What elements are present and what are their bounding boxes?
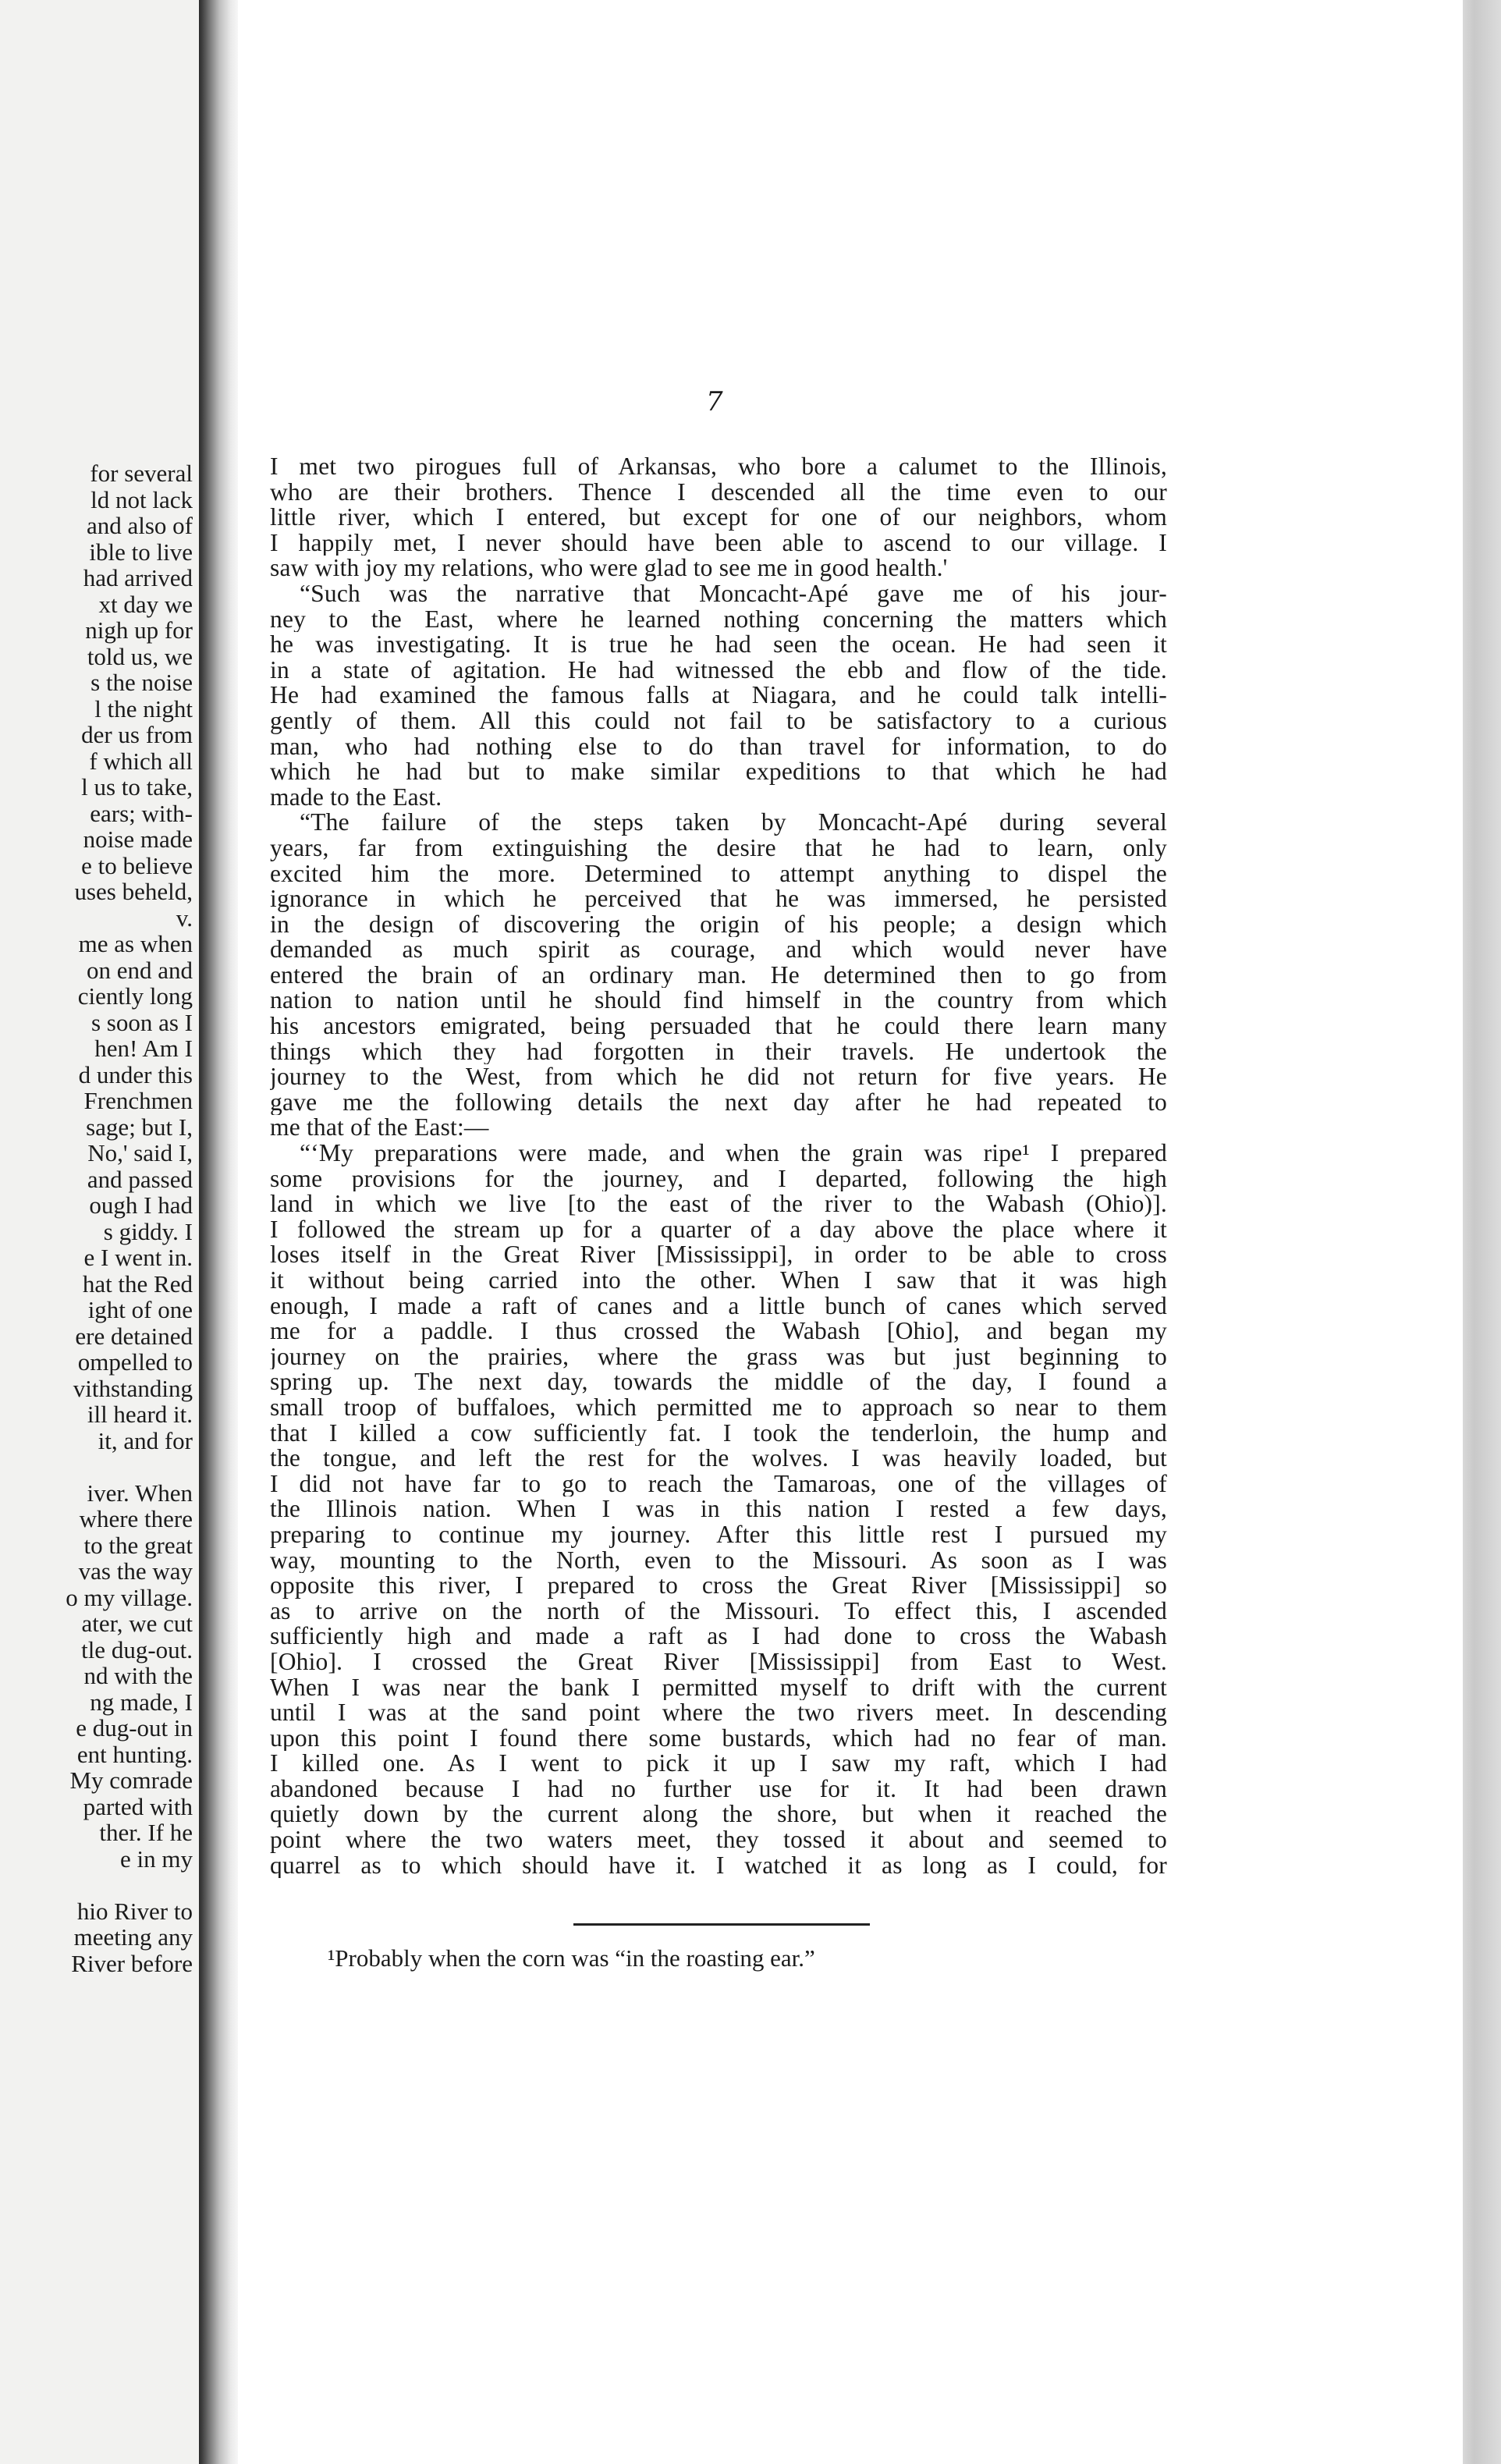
left-page-text bbox=[0, 460, 193, 1976]
text-line: abandoned because I had no further use for it. It had been drawn bbox=[270, 1776, 1167, 1802]
left-page-line: ill heard it. bbox=[87, 1401, 193, 1428]
text-line: spring up. The next day, towards the middle of the day, I found a bbox=[270, 1369, 1167, 1395]
left-page-line: on end and bbox=[86, 956, 193, 984]
left-page-line: it, and for bbox=[98, 1426, 193, 1454]
text-line: point where the two waters meet, they tossed it about and seemed to bbox=[270, 1827, 1167, 1853]
text-line: saw with joy my relations, who were glad to see me in good health.' bbox=[270, 556, 948, 581]
left-page-line: v. bbox=[176, 904, 193, 932]
left-page-line: e I went in. bbox=[83, 1244, 193, 1271]
left-page-line: o my village. bbox=[66, 1583, 193, 1611]
text-line: journey to the West, from which he did not return for five years. He bbox=[270, 1064, 1167, 1090]
left-page-line: to the great bbox=[83, 1531, 193, 1559]
text-line: the Illinois nation. When I was in this nation I rested a few days, bbox=[270, 1497, 1167, 1522]
left-page-line: ng made, I bbox=[90, 1688, 193, 1716]
left-page-line: ere detained bbox=[75, 1322, 193, 1350]
text-line: the tongue, and left the rest for the wolves. I was heavily loaded, but bbox=[270, 1446, 1167, 1472]
text-line: I happily met, I never should have been able to ascend to our village. I bbox=[270, 530, 1167, 556]
book-spine-shadow bbox=[199, 0, 238, 2464]
text-line: ney to the East, where he learned nothing concerning the matters which bbox=[270, 606, 1167, 633]
left-page-line: s the noise bbox=[90, 669, 193, 696]
left-page-line: Frenchmen bbox=[83, 1087, 193, 1114]
text-line: until I was at the sand point where the two rivers meet. In descending bbox=[270, 1700, 1167, 1726]
text-line: enough, I made a raft of canes and a little bunch of canes which served bbox=[270, 1293, 1167, 1319]
left-page-line: nd with the bbox=[83, 1662, 193, 1689]
left-page-line: xt day we bbox=[98, 590, 193, 618]
left-page-line: ompelled to bbox=[77, 1348, 193, 1376]
text-line: journey on the prairies, where the grass was but just beginning to bbox=[270, 1344, 1167, 1370]
text-line: that I killed a cow sufficiently fat. I took the tenderloin, the hump and bbox=[270, 1420, 1167, 1447]
left-page-line: s giddy. I bbox=[103, 1217, 193, 1245]
left-page-line: nigh up for bbox=[85, 616, 193, 644]
text-line: preparing to continue my journey. After this little rest I pursued my bbox=[270, 1521, 1167, 1548]
text-line: gave me the following details the next day after he had repeated to bbox=[270, 1089, 1167, 1116]
left-page-line: My comrade bbox=[69, 1766, 193, 1794]
left-page-line: ciently long bbox=[77, 982, 193, 1010]
left-page-line: tle dug-out. bbox=[81, 1635, 193, 1663]
text-line: When I was near the bank I permitted myself to drift with the current bbox=[270, 1674, 1167, 1701]
left-page-line: ible to live bbox=[89, 538, 193, 566]
text-line: I killed one. As I went to pick it up I saw my raft, which I had bbox=[270, 1751, 1167, 1777]
left-page-line: ent hunting. bbox=[76, 1740, 193, 1768]
text-line: I followed the stream up for a quarter of a day above the place where it bbox=[270, 1216, 1167, 1243]
footnote-rule bbox=[573, 1923, 870, 1926]
left-page-line: told us, we bbox=[87, 642, 193, 670]
left-page-line: e in my bbox=[120, 1844, 193, 1873]
left-page-line: uses beheld, bbox=[74, 878, 193, 905]
left-page-line: parted with bbox=[83, 1792, 193, 1820]
text-line: made to the East. bbox=[270, 784, 442, 811]
left-page-line: sage; but I, bbox=[86, 1113, 193, 1141]
left-page-line: ough I had bbox=[89, 1191, 193, 1219]
page-right-edge bbox=[1463, 0, 1501, 2464]
text-line: sufficiently high and made a raft as I had done to cross the Wabash bbox=[270, 1624, 1167, 1649]
left-page-line: and passed bbox=[87, 1165, 193, 1193]
text-line: way, mounting to the North, even to the Missouri. As soon as I was bbox=[270, 1547, 1167, 1574]
left-page-line: s soon as I bbox=[90, 1008, 193, 1036]
text-line: demanded as much spirit as courage, and which would never have bbox=[270, 937, 1167, 963]
left-page-line: vas the way bbox=[78, 1557, 193, 1585]
text-line: gently of them. All this could not fail to be satisfactory to a curious bbox=[270, 708, 1167, 734]
text-line: some provisions for the journey, and I departed, following the high bbox=[270, 1166, 1167, 1192]
text-line: little river, which I entered, but except for one of our neighbors, whom bbox=[270, 505, 1167, 531]
left-page-line: l the night bbox=[94, 694, 193, 723]
text-line: who are their brothers. Thence I descended all the time even to our bbox=[270, 479, 1167, 506]
text-line: small troop of buffaloes, which permitted me to approach so near to them bbox=[270, 1394, 1167, 1421]
left-page-line: No,' said I, bbox=[87, 1139, 193, 1166]
text-line: upon this point I found there some bustards, which had no fear of man. bbox=[270, 1725, 1167, 1752]
left-page-line: iver. When bbox=[87, 1479, 193, 1507]
text-line: “Such was the narrative that Moncacht-Apé gave me of his jour- bbox=[300, 580, 1167, 607]
text-line: quietly down by the current along the shore, but when it reached the bbox=[270, 1802, 1167, 1828]
text-line: He had examined the famous falls at Niagara, and he could talk intelli- bbox=[270, 683, 1167, 708]
left-page-line: ears; with- bbox=[90, 799, 193, 827]
body-text bbox=[270, 454, 1167, 1878]
left-page-line: e to believe bbox=[81, 851, 193, 879]
text-line: his ancestors emigrated, being persuaded that he could there learn many bbox=[270, 1014, 1167, 1039]
text-line: as to arrive on the north of the Missouri. To effect this, I ascended bbox=[270, 1598, 1167, 1624]
left-page-line: River before bbox=[71, 1949, 193, 1977]
page-number: 7 bbox=[706, 386, 723, 417]
text-line: opposite this river, I prepared to cross the Great River [Mississippi] so bbox=[270, 1573, 1167, 1599]
text-line: entered the brain of an ordinary man. He determined then to go from bbox=[270, 962, 1167, 989]
left-page-line: e dug-out in bbox=[76, 1714, 193, 1741]
text-line: quarrel as to which should have it. I watched it as long as I could, for bbox=[270, 1852, 1167, 1879]
text-line: me for a paddle. I thus crossed the Wabash [Ohio], and began my bbox=[270, 1319, 1167, 1344]
left-page-line: ld not lack bbox=[90, 485, 193, 513]
left-page-line: where there bbox=[79, 1505, 193, 1532]
left-page-line: d under this bbox=[78, 1060, 193, 1088]
left-page-line: noise made bbox=[83, 825, 193, 853]
text-line: man, who had nothing else to do than travel for information, to do bbox=[270, 733, 1167, 760]
left-page-line: meeting any bbox=[73, 1923, 193, 1951]
left-page-line: ight of one bbox=[87, 1296, 193, 1323]
left-page-line: and also of bbox=[86, 512, 193, 539]
text-line: I met two pirogues full of Arkansas, who bore a calumet to the Illinois, bbox=[270, 454, 1167, 480]
text-line: it without being carried into the other. When I saw that it was high bbox=[270, 1268, 1167, 1294]
left-page-line: for several bbox=[90, 460, 193, 487]
text-line: “‘My preparations were made, and when the grain was ripe¹ I prepared bbox=[300, 1141, 1167, 1166]
left-page-line: ater, we cut bbox=[81, 1610, 193, 1637]
text-line: nation to nation until he should find himself in the country from which bbox=[270, 988, 1167, 1014]
text-line: I did not have far to go to reach the Tamaroas, one of the villages of bbox=[270, 1471, 1167, 1497]
left-page-line: hen! Am I bbox=[94, 1035, 193, 1062]
left-page-line: hio River to bbox=[76, 1897, 193, 1925]
left-page-line bbox=[0, 1872, 193, 1898]
text-line: which he had but to make similar expeditions to that which he had bbox=[270, 759, 1167, 785]
text-line: me that of the East:— bbox=[270, 1115, 489, 1141]
left-page-line: f which all bbox=[89, 747, 193, 775]
text-line: he was investigating. It is true he had seen the ocean. He had seen it bbox=[270, 632, 1167, 658]
left-page-line bbox=[0, 1454, 193, 1480]
left-page-line: der us from bbox=[81, 721, 193, 748]
left-page-line: vithstanding bbox=[73, 1374, 193, 1402]
text-line: excited him the more. Determined to attempt anything to dispel the bbox=[270, 861, 1167, 887]
left-page-line: ther. If he bbox=[99, 1819, 193, 1846]
left-page-line: l us to take, bbox=[81, 773, 193, 801]
text-line: things which they had forgotten in their travels. He undertook the bbox=[270, 1039, 1167, 1065]
text-line: in the design of discovering the origin of his people; a design which bbox=[270, 911, 1167, 938]
text-line: years, far from extinguishing the desire that he had to learn, only bbox=[270, 835, 1167, 861]
text-line: land in which we live [to the east of the river to the Wabash (Ohio)]. bbox=[270, 1191, 1167, 1217]
text-line: loses itself in the Great River [Mississippi], in order to be able to cross bbox=[270, 1242, 1167, 1268]
text-line: [Ohio]. I crossed the Great River [Mississippi] from East to West. bbox=[270, 1649, 1167, 1675]
left-page-line: me as when bbox=[78, 930, 193, 957]
text-line: “The failure of the steps taken by Moncacht-Apé during several bbox=[300, 810, 1167, 836]
left-page-fragment bbox=[0, 0, 199, 2464]
left-page-line: hat the Red bbox=[82, 1269, 193, 1298]
text-line: in a state of agitation. He had witnessed the ebb and flow of the tide. bbox=[270, 657, 1167, 683]
left-page-line: had arrived bbox=[83, 564, 193, 591]
footnote: ¹Probably when the corn was “in the roasting ear.” bbox=[328, 1944, 815, 1972]
text-line: ignorance in which he perceived that he was immersed, he persisted bbox=[270, 886, 1167, 912]
